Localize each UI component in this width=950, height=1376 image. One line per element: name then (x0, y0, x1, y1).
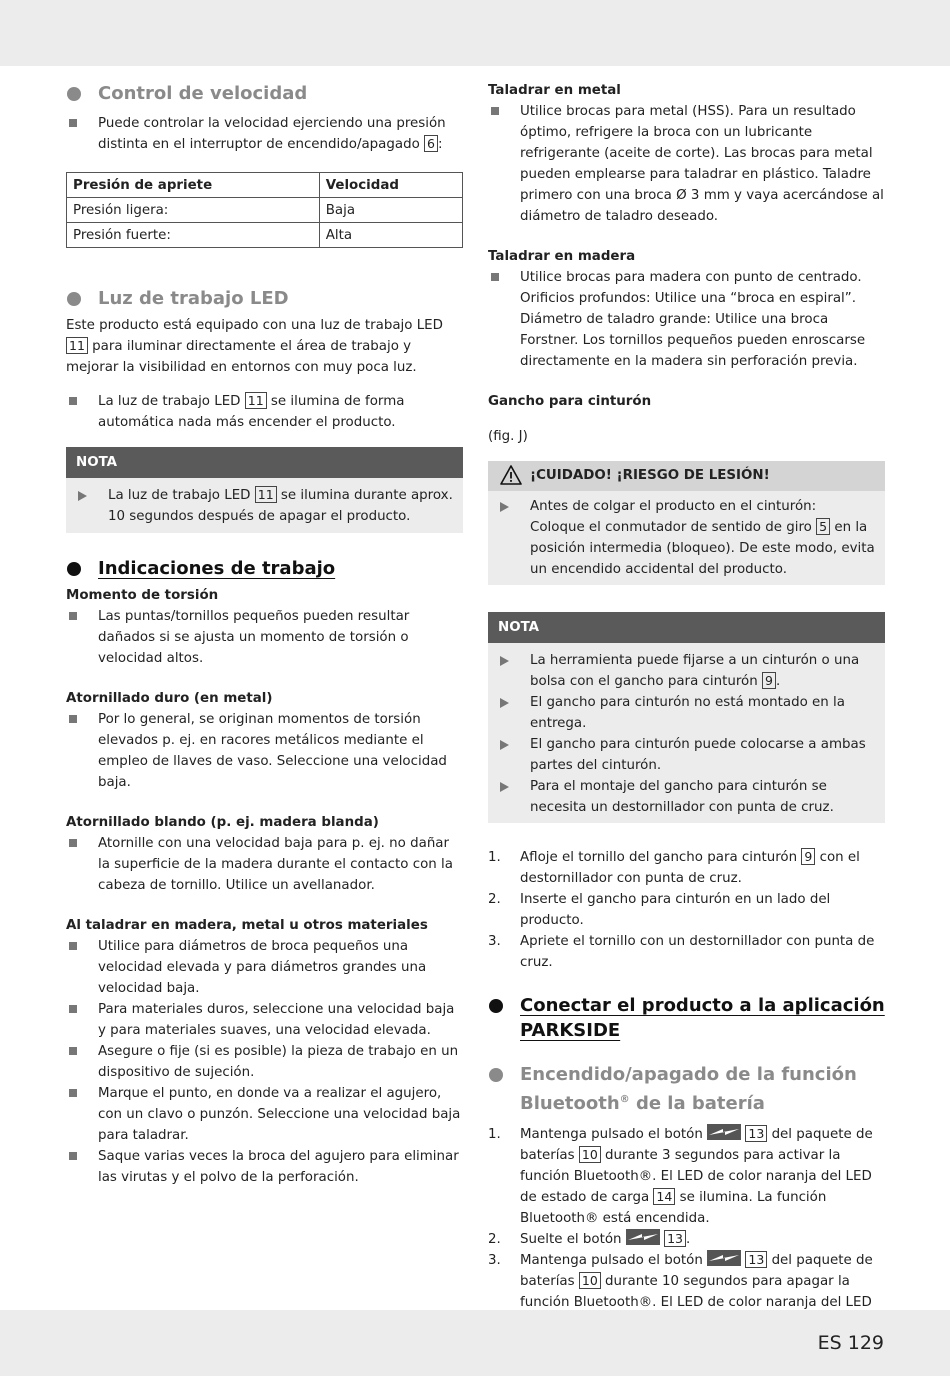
torque-title: Momento de torsión (66, 588, 219, 603)
table-cell: Alta (319, 223, 462, 248)
note-title: NOTA (66, 447, 463, 478)
list-item: 2. Suelte el botón 13 . (488, 1231, 691, 1247)
list-item: Saque varias veces la broca del agujero para eliminar las virutas y el polvo de la perforación. (66, 1146, 463, 1188)
soft-list (66, 833, 463, 896)
led-heading: Luz de trabajo LED (66, 286, 463, 311)
led-intro: Este producto está equipado con una luz de trabajo LED 11 para iluminar directamente el área de trabajo y mejorar la visibilidad en entornos con muy poca luz. (66, 318, 443, 375)
bullet-dot-icon (489, 999, 503, 1013)
speed-list (66, 113, 463, 155)
list-item: Asegure o fije (si es posible) la pieza de trabajo en un dispositivo de sujeción. (66, 1041, 463, 1083)
table-header-row (67, 173, 463, 198)
hard-list (66, 709, 463, 793)
table-cell: Presión fuerte: (67, 223, 320, 248)
list-item: Por lo general, se originan momentos de torsión elevados p. ej. en racores metálicos mediante el empleo de llaves de vaso. Seleccione una velocidad baja. (66, 709, 463, 793)
ref-box: 11 (255, 486, 277, 503)
list-item: Puede controlar la velocidad ejerciendo una presión distinta en el interruptor de encendido/apagado 6 : (66, 113, 463, 155)
list-item: Marque el punto, en donde va a realizar el agujero, con un clavo o punzón. Seleccione una velocidad baja para taladrar. (66, 1083, 463, 1146)
ref-box: 6 (424, 135, 438, 152)
work-heading: Indicaciones de trabajo (66, 556, 463, 581)
wood-list (488, 267, 885, 372)
list-item: 2. Inserte el gancho para cinturón en un lado del producto. (488, 892, 831, 928)
right-column (488, 78, 885, 1376)
battery-button-icon (707, 1250, 741, 1266)
ref-box: 11 (66, 337, 88, 354)
list-item: 3. Apriete el tornillo con un destornillador con punta de cruz. (488, 934, 875, 970)
list-item: El gancho para cinturón puede colocarse a ambas partes del cinturón. (488, 734, 877, 776)
list-item: Las puntas/tornillos pequeños pueden resultar dañados si se ajusta un momento de torsión o velocidad altos. (66, 606, 463, 669)
belt-steps (488, 847, 885, 973)
left-column (66, 78, 463, 1188)
table-cell: Presión ligera: (67, 198, 320, 223)
table-header: Velocidad (319, 173, 462, 198)
table-row (67, 198, 463, 223)
ref-box: 13 (664, 1230, 686, 1247)
belt-fig: (fig. J) (488, 429, 528, 444)
list-item: La herramienta puede fijarse a un cinturón o una bolsa con el gancho para cinturón 9 . (488, 650, 877, 692)
ref-box: 10 (579, 1146, 601, 1163)
ref-box: 13 (745, 1251, 767, 1268)
drill-list (66, 936, 463, 1188)
bluetooth-heading: Encendido/apagado de la función Bluetooth® de la batería (488, 1062, 885, 1116)
ref-box: 10 (579, 1272, 601, 1289)
belt-title: Gancho para cinturón (488, 394, 652, 409)
bottom-band (0, 1310, 950, 1376)
list-item: El gancho para cinturón no está montado en la entrega. (488, 692, 877, 734)
list-item: La luz de trabajo LED 11 se ilumina de forma automática nada más encender el producto. (66, 391, 463, 433)
ref-box: 9 (801, 848, 815, 865)
ref-box: 14 (653, 1188, 675, 1205)
ref-box: 5 (816, 518, 830, 535)
belt-note-box (488, 612, 885, 823)
table-cell: Baja (319, 198, 462, 223)
list-item: 1. Mantenga pulsado el botón 13 del paquete de baterías 10 durante 3 segundos para activar la función Bluetooth®. El LED de color naranja del LED de estado de carga 14 se ilumina. La función Bluetooth® está encendida. (488, 1126, 873, 1226)
speed-table (66, 172, 463, 248)
list-item: 1. Afloje el tornillo del gancho para cinturón 9 con el destornillador con punta de cruz. (488, 849, 860, 886)
speed-heading: Control de velocidad (66, 81, 463, 106)
list-item: Utilice brocas para madera con punto de centrado. Orificios profundos: Utilice una “broca en espiral”. Diámetro de taladro grande: Utilice una broca Forstner. Los tornillos pequeños pueden enroscarse directamente en la madera sin perforación previa. (488, 267, 885, 372)
warning-box (488, 461, 885, 585)
table-header: Presión de apriete (67, 173, 320, 198)
metal-list (488, 101, 885, 227)
page-number: ES 129 (817, 1332, 884, 1354)
list-item: Para materiales duros, seleccione una velocidad baja y para materiales suaves, una velocidad elevada. (66, 999, 463, 1041)
ref-box: 11 (245, 392, 267, 409)
led-note-box (66, 447, 463, 533)
soft-title: Atornillado blando (p. ej. madera blanda) (66, 815, 379, 830)
bullet-dot-icon (67, 87, 81, 101)
hard-title: Atornillado duro (en metal) (66, 691, 273, 706)
metal-title: Taladrar en metal (488, 83, 621, 98)
list-item: 3. Mantenga pulsado el botón 13 del paquete de baterías 10 durante 10 segundos para apagar la función Bluetooth®. El LED de color naranja del LED (488, 1250, 885, 1376)
led-list (66, 391, 463, 433)
list-item: Antes de colgar el producto en el cinturón: Coloque el conmutador de sentido de giro 5 en la posición intermedia (bloqueo). De este modo, evita un encendido accidental del producto. (488, 496, 875, 580)
bullet-dot-icon (67, 292, 81, 306)
warning-triangle-icon (500, 465, 522, 485)
top-band (0, 0, 950, 66)
bullet-dot-icon (489, 1068, 503, 1082)
list-item: Para el montaje del gancho para cinturón se necesita un destornillador con punta de cruz. (488, 776, 877, 818)
list-item: Utilice para diámetros de broca pequeños una velocidad elevada y para diámetros grandes una velocidad baja. (66, 936, 463, 999)
wood-title: Taladrar en madera (488, 249, 636, 264)
drill-title: Al taladrar en madera, metal u otros materiales (66, 918, 428, 933)
list-item: Utilice brocas para metal (HSS). Para un resultado óptimo, refrigere la broca con un lubricante refrigerante (aceite de corte). Las brocas para metal pueden emplearse para taladrar en plástico. Taladre primero con una broca Ø 3 mm y vaya acercándose al diámetro de taladro deseado. (488, 101, 885, 227)
battery-button-icon (707, 1124, 741, 1140)
warning-title: ¡CUIDADO! ¡RIESGO DE LESIÓN! (530, 468, 770, 483)
warning-header (488, 461, 885, 491)
note-title: NOTA (488, 612, 885, 643)
battery-button-icon (626, 1229, 660, 1245)
table-row (67, 223, 463, 248)
bullet-dot-icon (67, 562, 81, 576)
app-heading: Conectar el producto a la aplicación PARKSIDE (488, 993, 885, 1043)
ref-box: 13 (745, 1125, 767, 1142)
list-item: La luz de trabajo LED 11 se ilumina durante aprox. 10 segundos después de apagar el producto. (66, 485, 453, 527)
torque-list (66, 606, 463, 669)
list-item: Atornille con una velocidad baja para p. ej. no dañar la superficie de la madera durante el contacto con la cabeza de tornillo. Utilice un avellanador. (66, 833, 463, 896)
ref-box: 9 (762, 672, 776, 689)
